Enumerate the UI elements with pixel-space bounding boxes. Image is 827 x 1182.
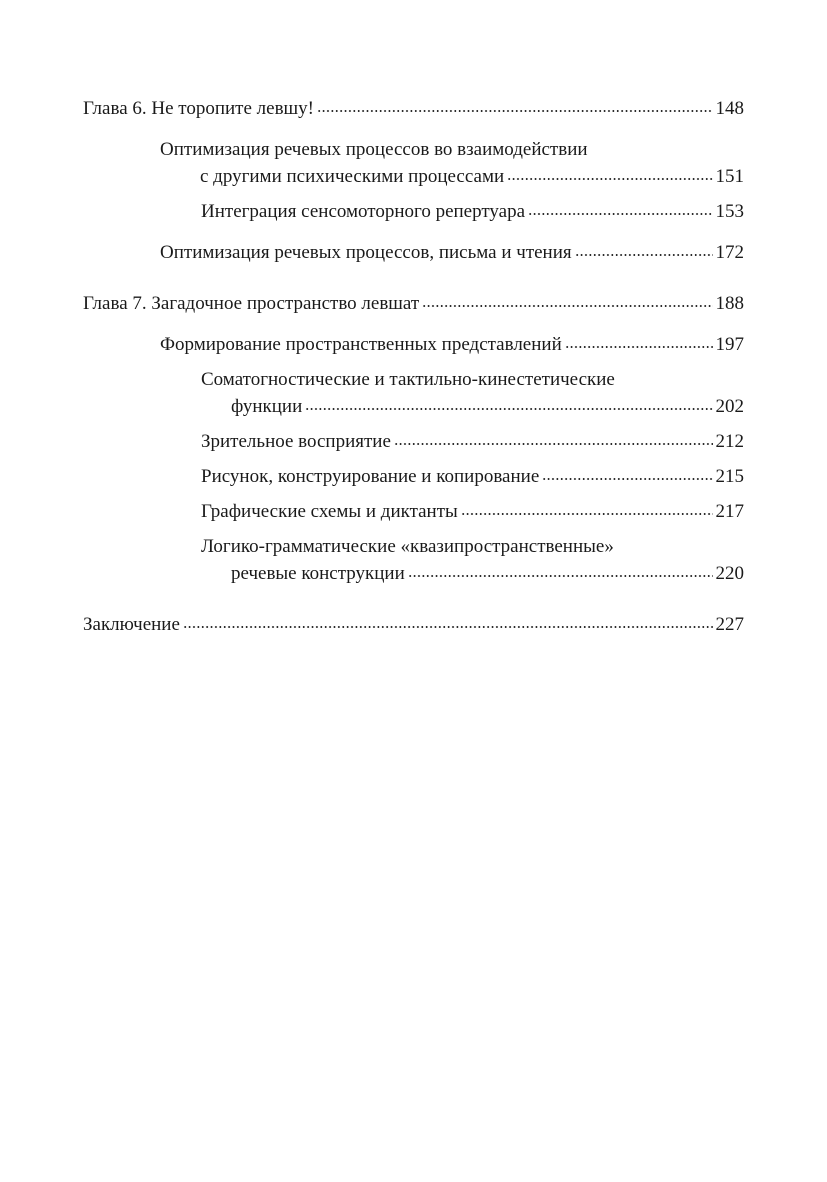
- dot-leader: [565, 332, 713, 350]
- toc-entry: [83, 498, 744, 525]
- toc-page-number: 220: [715, 563, 744, 584]
- toc-page-number: 148: [715, 98, 744, 119]
- toc-entry: [83, 136, 744, 190]
- dot-leader: [507, 164, 712, 182]
- toc-entry-title: Формирование пространственных представлений: [160, 334, 562, 355]
- toc-page-number: 217: [715, 501, 744, 522]
- toc-page-number: 151: [715, 166, 744, 187]
- dot-leader: [542, 464, 712, 482]
- toc-page-number: 197: [715, 334, 744, 355]
- dot-leader: [461, 499, 713, 517]
- toc-page-number: 212: [715, 431, 744, 452]
- toc-entry-title: Логико-грамматические «квазипространственные»: [201, 536, 614, 557]
- dot-leader: [394, 429, 713, 447]
- toc-entry: [83, 366, 744, 420]
- toc-entry: [83, 533, 744, 587]
- toc-entry: [83, 463, 744, 490]
- dot-leader: [422, 291, 712, 309]
- toc-entry-title: Рисунок, конструирование и копирование: [201, 466, 540, 487]
- toc-page-number: 153: [715, 201, 744, 222]
- toc-entry-title: Зрительное восприятие: [201, 431, 391, 452]
- toc-entry: [83, 290, 744, 317]
- toc-entry: [83, 611, 744, 638]
- toc-entry: [83, 428, 744, 455]
- toc-entry-title: Графические схемы и диктанты: [201, 501, 458, 522]
- toc-entry-title: Оптимизация речевых процессов, письма и чтения: [160, 242, 572, 263]
- toc-entry-title: Интеграция сенсомоторного репертуара: [201, 201, 526, 222]
- dot-leader: [305, 394, 712, 412]
- dot-leader: [408, 561, 713, 579]
- toc-entry: [83, 239, 744, 266]
- toc-entry: [83, 198, 744, 225]
- toc-entry: [83, 331, 744, 358]
- toc-page-number: 172: [715, 242, 744, 263]
- dot-leader: [317, 96, 713, 114]
- dot-leader: [528, 199, 712, 217]
- toc-page-number: 227: [715, 614, 744, 635]
- toc-entry-title: Глава 6. Не торопите левшу!: [83, 98, 314, 119]
- toc-entry-title: речевые конструкции: [231, 563, 405, 584]
- toc-entry-title: Соматогностические и тактильно-кинестетические: [201, 369, 615, 390]
- toc-entry-title: Глава 7. Загадочное пространство левшат: [83, 293, 420, 314]
- toc-page-number: 202: [715, 396, 744, 417]
- dot-leader: [183, 612, 713, 630]
- toc-page-number: 188: [715, 293, 744, 314]
- toc-entry: [83, 95, 744, 122]
- toc-entry-title: Оптимизация речевых процессов во взаимодействии: [160, 139, 588, 160]
- toc-entry-title: Заключение: [83, 614, 180, 635]
- dot-leader: [575, 240, 713, 258]
- toc-entry-title: функции: [231, 396, 303, 417]
- toc-page-number: 215: [715, 466, 744, 487]
- toc-entry-title: с другими психическими процессами: [200, 166, 505, 187]
- table-of-contents: [83, 95, 744, 638]
